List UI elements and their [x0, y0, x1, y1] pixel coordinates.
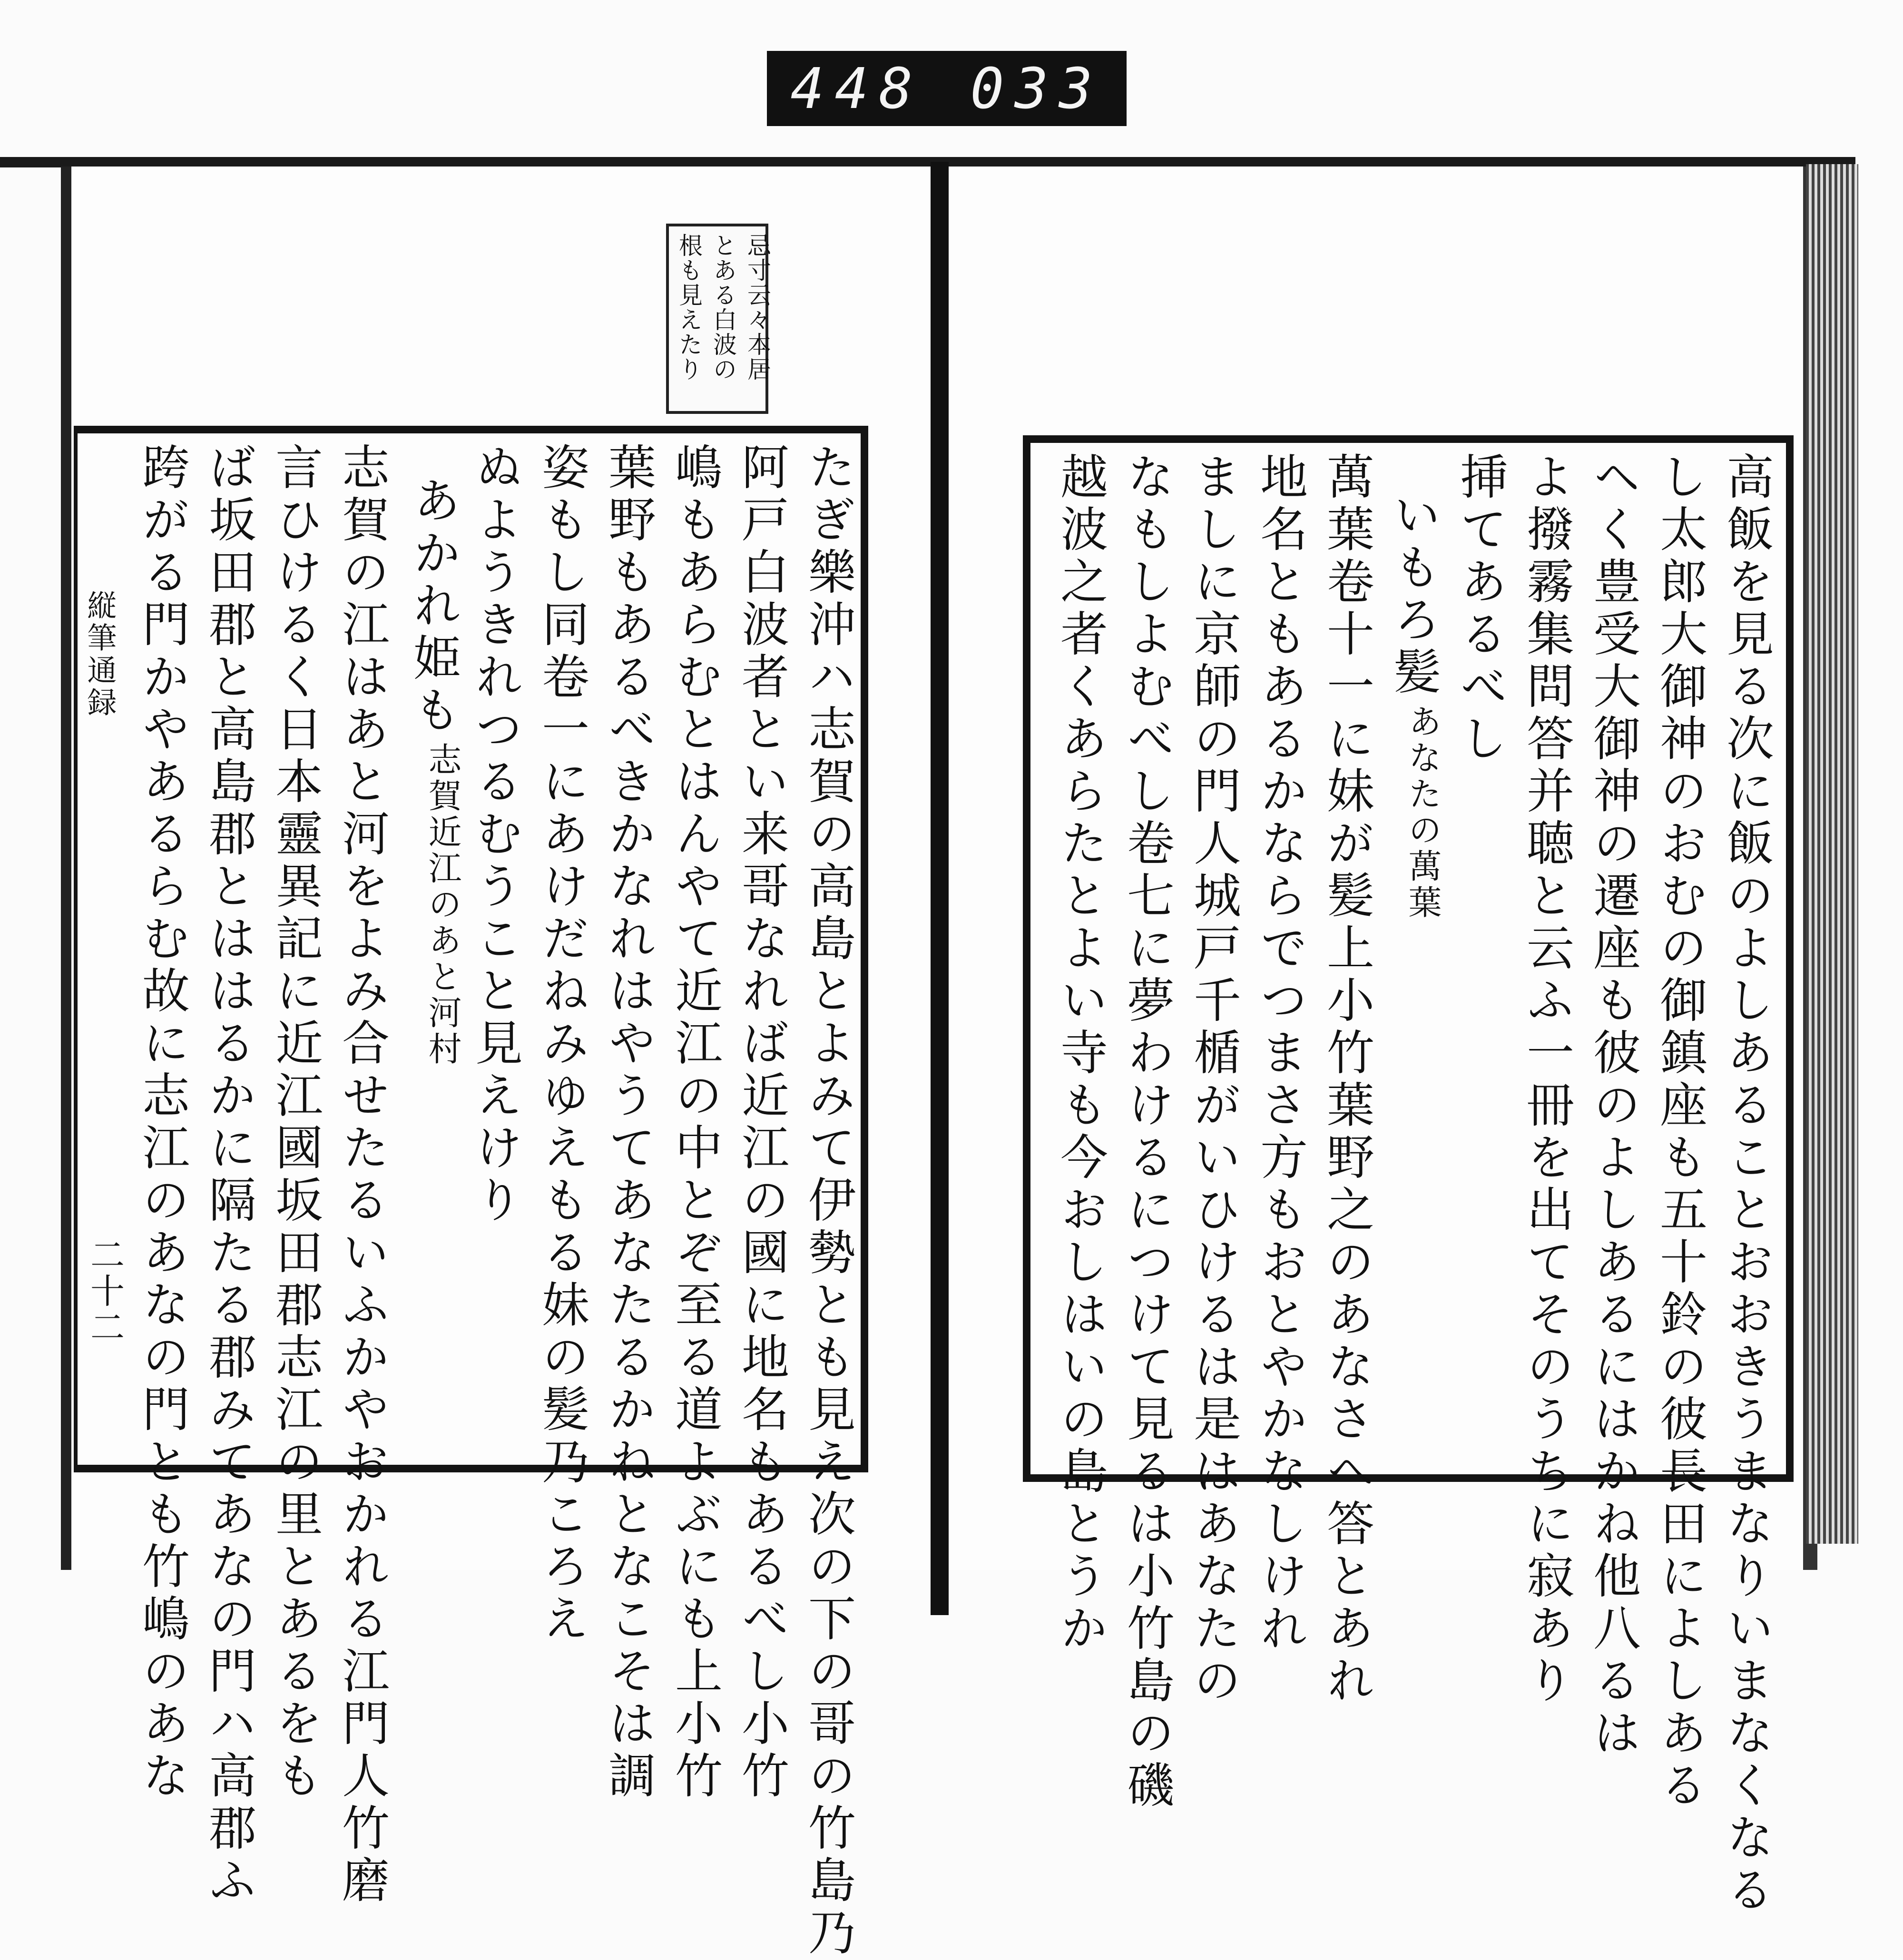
text-column: なもしよむべし卷七に夢わけるにつけて見るは小竹島の磯: [1119, 452, 1175, 1813]
text-column: 越波之者くあらたとよい寺も今おしはいの島とうか: [1052, 452, 1108, 1656]
text-column: よ撥霧集問答并聴と云ふ一冊を出てそのうちに寂あり: [1519, 452, 1574, 1708]
book-gutter: [931, 162, 949, 1615]
annotation: あなたの萬葉: [1403, 704, 1442, 921]
text-column: 挿てあるべし: [1452, 452, 1508, 766]
page-edges: [1806, 164, 1858, 1544]
pasted-slip: [666, 224, 771, 414]
text-column: 志賀の江はあと河をよみ合せたるいふかやおかれる江門人竹磨: [334, 442, 390, 1908]
archive-label: [767, 51, 1127, 126]
slip-line: 根も見えたり: [675, 233, 703, 382]
text-column: し太郎大御神のおむの御鎮座も五十鈴の彼長田によしある: [1652, 452, 1707, 1813]
slip-line: 忌寸云々本居: [744, 233, 771, 382]
text-column: 高飯を見る次に飯のよしあることおおきうまなりいまなくなる: [1718, 452, 1774, 1917]
text-column: 言ひけるく日本靈異記に近江國坂田郡志江の里とあるをも: [267, 442, 323, 1803]
text-column: ば坂田郡と高島郡とははるかに隔たる郡みてあなの門ハ高郡ふ: [201, 442, 256, 1908]
text-column: たぎ樂沖ハ志賀の高島とよみて伊勢とも見え次の下の哥の竹島乃: [800, 442, 856, 1960]
slip-line: とある白波の: [709, 233, 737, 382]
annotation: 志賀近江のあと河村: [423, 742, 462, 1068]
top-divider: [0, 157, 1855, 167]
text-column: 跨がる門かやあるらむ故に志江のあなの門とも竹嶋のあな: [134, 442, 190, 1803]
page-number: 二十二: [85, 1237, 125, 1345]
label-right-number: 033: [970, 56, 1103, 121]
section-heading: いもろ髪: [1385, 490, 1441, 699]
text-column: 姿もし同卷一にあけだねみゆえもる妹の髪乃ころえ: [534, 442, 589, 1646]
text-column: ぬようきれつるむうこと見えけり: [467, 442, 523, 1227]
text-column: 嶋もあらむとはんやて近江の中とぞ至る道よぶにも上小竹: [667, 442, 723, 1803]
text-column: 地名ともあるかならでつまさ方もおとやかなしけれ: [1252, 452, 1308, 1656]
book-title: 縦筆通録: [82, 590, 117, 719]
label-left-number: 448: [790, 56, 923, 121]
text-column: 葉野もあるべきかなれはやうてあなたるかねとなこそは調: [600, 442, 656, 1803]
section-heading: あかれ姫も: [405, 476, 461, 737]
text-column: ましに京師の門人城戸千楯がいひけるは是はあなたの: [1186, 452, 1241, 1708]
text-column: 阿戸白波者とい来哥なれば近江の國に地名もあるべし小竹: [734, 442, 789, 1803]
text-column: ヘく豊受大御神の遷座も彼のよしあるにはかね他八るは: [1585, 452, 1641, 1760]
text-column: 萬葉卷十一に妹が髪上小竹葉野之のあなさへ答とあれ: [1319, 452, 1374, 1708]
